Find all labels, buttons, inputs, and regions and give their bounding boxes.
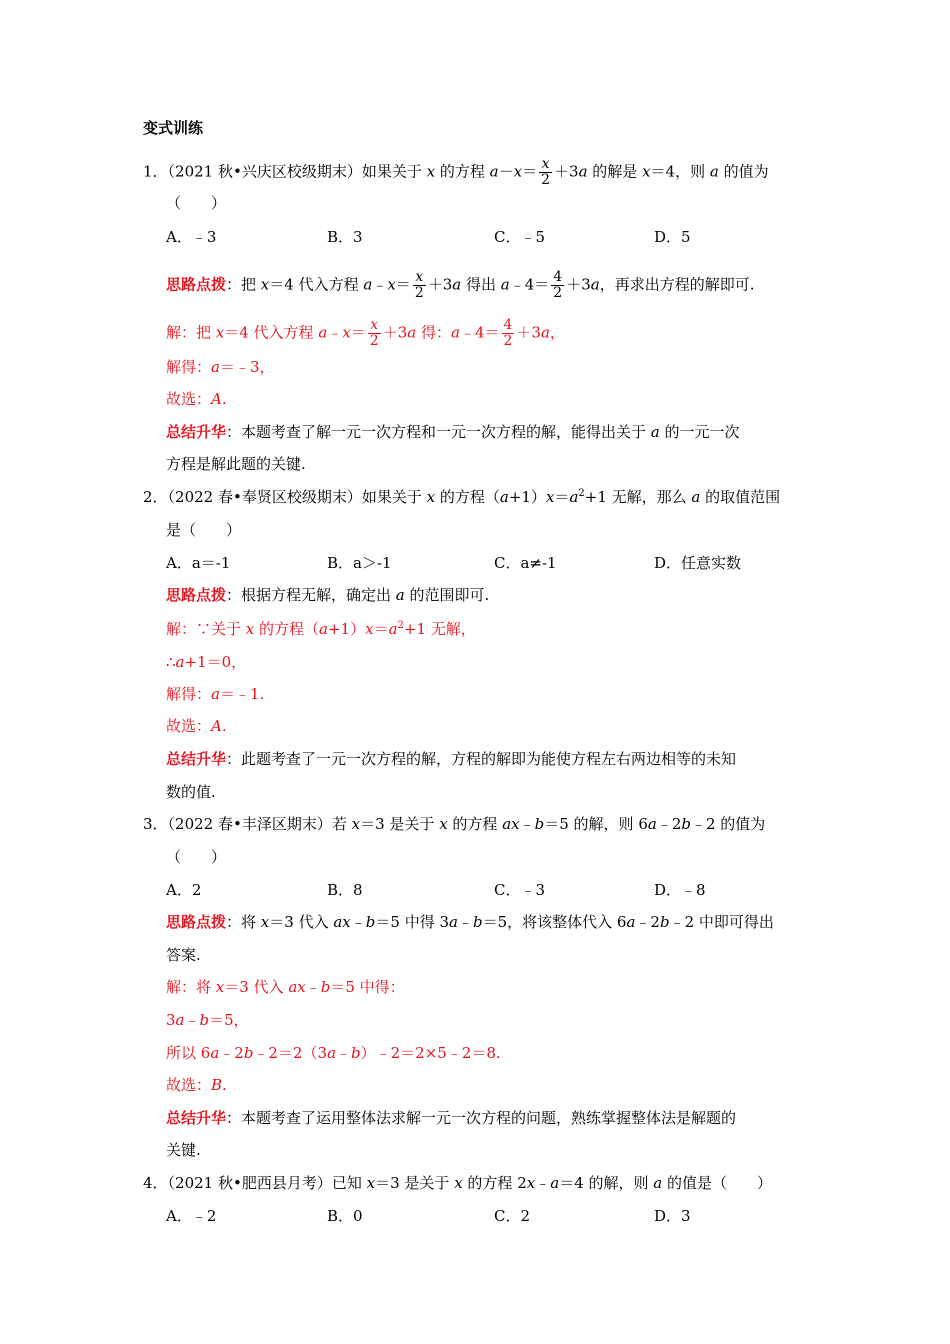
q3-solution-2: 3a﹣b＝5，: [166, 1011, 249, 1029]
q3-option-c: C．﹣3: [494, 881, 546, 899]
q1-option-c: C．﹣5: [494, 228, 546, 246]
question-3-stem: 3．（2022 春•丰泽区期末）若 x＝3 是关于 x 的方程 ax﹣b＝5 的解，则 6a﹣2b﹣2 的值为: [143, 815, 766, 833]
q4-option-b: B．0: [327, 1207, 363, 1225]
q1-option-a: A．﹣3: [166, 228, 217, 246]
q1-solution-1: 解：把 x＝4 代入方程 a﹣x＝ $\frac{x}{2}$ ＋3a 得：a﹣4＝ $\frac{4}{2}$ ＋3a，: [166, 317, 565, 349]
q2-summary-1: 总结升华：此题考查了一元一次方程的解，方程的解即为能使方程左右两边相等的未知: [166, 750, 737, 768]
q4-option-d: D．3: [654, 1207, 691, 1225]
q3-hint-2: 答案.: [166, 946, 201, 964]
q4-option-a: A．﹣2: [166, 1207, 217, 1225]
q2-hint: 思路点拨：根据方程无解，确定出 a 的范围即可.: [166, 586, 490, 604]
question-1-paren: （ ）: [166, 194, 227, 212]
q2-option-a: A．a＝-1: [166, 554, 231, 572]
q3-hint-1: 思路点拨：将 x＝3 代入 ax﹣b＝5 中得 3a﹣b＝5，将该整体代入 6a﹣2b﹣2 中即可得出: [166, 913, 774, 931]
question-3-paren: （ ）: [166, 848, 227, 866]
q3-option-b: B．8: [327, 881, 363, 899]
q1-summary-2: 方程是解此题的关键.: [166, 455, 306, 473]
fraction: $\frac{x}{2}$: [541, 156, 551, 188]
q1-solution-2: 解得：a＝﹣3，: [166, 358, 275, 376]
q2-option-b: B．a＞-1: [327, 554, 392, 572]
q2-solution-3: 解得：a＝﹣1.: [166, 685, 265, 703]
q1-summary-1: 总结升华：本题考查了解一元一次方程和一元一次方程的解，能得出关于 a 的一元一次: [166, 423, 740, 441]
question-2-paren: 是（ ）: [166, 521, 242, 539]
q3-summary-2: 关键.: [166, 1141, 201, 1159]
question-1-stem: 1．（2021 秋•兴庆区校级期末）如果关于 x 的方程 a－x＝ $\frac{x}{2}$ ＋3a 的解是 x＝4，则 a 的值为: [143, 156, 769, 188]
q1-option-b: B．3: [327, 228, 363, 246]
question-4-stem: 4．（2021 秋•肥西县月考）已知 x＝3 是关于 x 的方程 2x﹣a＝4 的解，则 a 的值是（ ）: [143, 1174, 773, 1192]
q2-option-d: D．任意实数: [654, 554, 742, 572]
q2-solution-2: ∴a+1＝0，: [166, 653, 247, 671]
q2-solution-4: 故选：A.: [166, 717, 227, 735]
q2-solution-1: 解：∵关于 x 的方程$(a+1)x=a^2+1$ 无解，: [166, 620, 476, 638]
q1-hint: 思路点拨：把 x＝4 代入方程 a﹣x＝ $\frac{x}{2}$ ＋3a 得出 a﹣4＝ $\frac{4}{2}$ ＋3a，再求出方程的解即可.: [166, 269, 755, 301]
q4-option-c: C．2: [494, 1207, 531, 1225]
q3-option-a: A．2: [166, 881, 202, 899]
q1-solution-3: 故选：A.: [166, 390, 227, 408]
q1-option-d: D．5: [654, 228, 691, 246]
q3-solution-3: 所以 6a﹣2b﹣2＝2（3a﹣b）﹣2＝2×5﹣2＝8.: [166, 1044, 501, 1062]
q3-solution-4: 故选：B.: [166, 1076, 227, 1094]
q2-summary-2: 数的值.: [166, 783, 216, 801]
q2-option-c: C．a≠-1: [494, 554, 557, 572]
q3-summary-1: 总结升华：本题考查了运用整体法求解一元一次方程的问题，熟练掌握整体法是解题的: [166, 1109, 737, 1127]
q3-solution-1: 解：将 x＝3 代入 ax﹣b＝5 中得：: [166, 978, 405, 996]
section-title: 变式训练: [143, 119, 204, 137]
q3-option-d: D．﹣8: [654, 881, 706, 899]
question-2-stem: 2．（2022 春•奉贤区校级期末）如果关于 x 的方程$(a+1)x=a^2+1$ 无解，那么 a 的取值范围: [143, 488, 781, 506]
